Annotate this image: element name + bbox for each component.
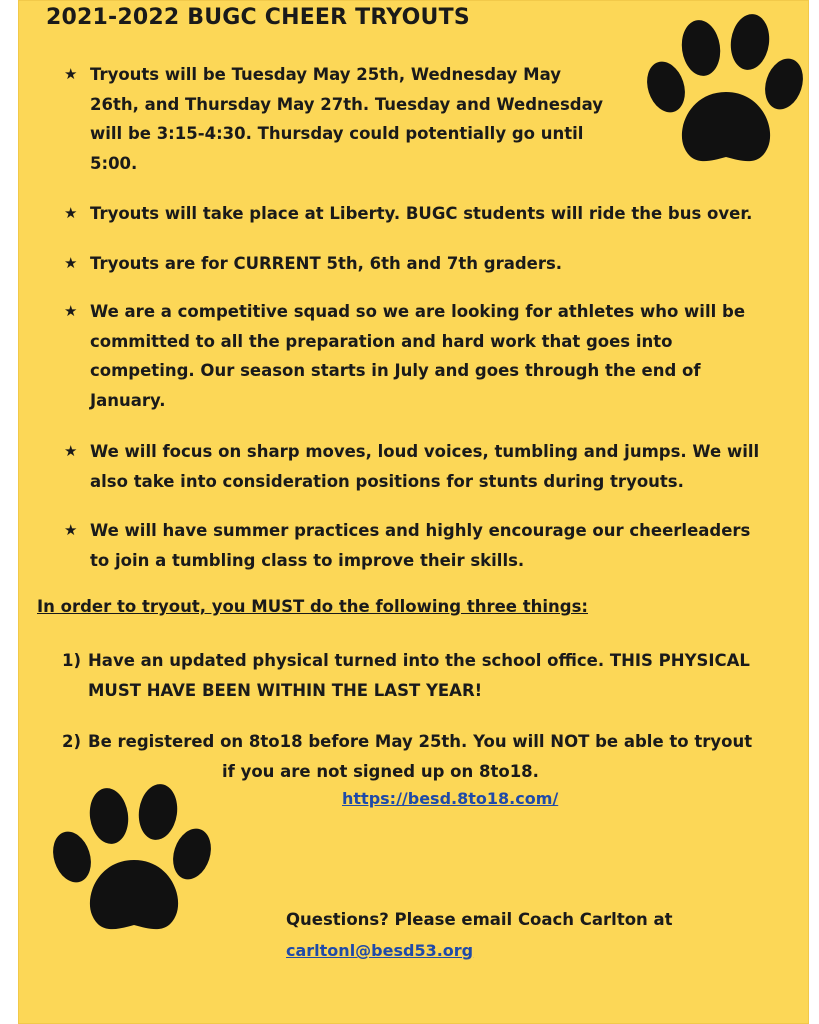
star-icon: ★ — [64, 302, 78, 320]
requirement-number: 1) — [62, 651, 82, 670]
requirement-number: 2) — [62, 732, 82, 751]
paw-print-icon — [52, 782, 214, 934]
star-icon: ★ — [64, 65, 78, 83]
bullet-item: ★ We are a competitive squad so we are looking for athletes who will be committed to all the preparation and hard work that goes into competing. Our season starts in July and goes through the end of January. — [64, 297, 784, 417]
requirement-item: 1) Have an updated physical turned into the school office. THIS PHYSICAL MUST HAVE BEEN WITHIN THE LAST YEAR! — [62, 646, 782, 706]
requirement-item: 2) Be registered on 8to18 before May 25th. You will NOT be able to tryout if you are not signed up on 8to18. — [62, 727, 782, 787]
paw-print-icon — [646, 12, 804, 166]
email-link[interactable]: carltonl@besd53.org — [286, 941, 474, 960]
bullet-item: ★ Tryouts are for CURRENT 5th, 6th and 7th graders. — [64, 249, 764, 279]
star-icon: ★ — [64, 254, 78, 272]
bullet-item: ★ Tryouts will be Tuesday May 25th, Wednesday May 26th, and Thursday May 27th. Tuesday and Wednesday will be 3:15-4:30. Thursday could potentially go until 5:00. — [64, 60, 624, 180]
questions-text: Questions? Please email Coach Carlton at — [286, 910, 673, 929]
star-icon: ★ — [64, 442, 78, 460]
bullet-item: ★ Tryouts will take place at Liberty. BUGC students will ride the bus over. — [64, 199, 794, 229]
page-title: 2021-2022 BUGC CHEER TRYOUTS — [46, 5, 470, 30]
star-icon: ★ — [64, 521, 78, 539]
bullet-item: ★ We will focus on sharp moves, loud voices, tumbling and jumps. We will also take into consideration positions for stunts during tryouts. — [64, 437, 794, 497]
star-icon: ★ — [64, 204, 78, 222]
bullet-item: ★ We will have summer practices and highly encourage our cheerleaders to join a tumbling class to improve their skills. — [64, 516, 794, 576]
registration-link[interactable]: https://besd.8to18.com/ — [342, 789, 559, 808]
requirements-heading: In order to tryout, you MUST do the following three things: — [37, 597, 588, 616]
